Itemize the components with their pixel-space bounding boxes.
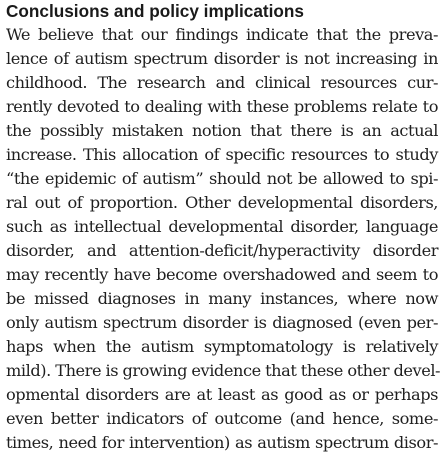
paragraph-line: even better indicators of outcome (and hence, some- — [6, 409, 438, 428]
document-page — [6, 0, 441, 455]
paragraph-line: We believe that our findings indicate that the preva- — [6, 25, 438, 44]
paragraph-line: disorder, and attention-deficit/hyperactivity disorder — [6, 241, 438, 260]
paragraph-line: rently devoted to dealing with these problems relate to — [6, 97, 438, 116]
paragraph-line: times, need for intervention) as autism spectrum disor- — [6, 433, 438, 452]
paragraph-line: lence of autism spectrum disorder is not increasing in — [6, 49, 438, 68]
paragraph-line: childhood. The research and clinical resources cur- — [6, 73, 438, 92]
paragraph-line: ral out of proportion. Other developmental disorders, — [6, 193, 438, 212]
paragraph-line: the possibly mistaken notion that there is an actual — [6, 121, 438, 140]
body-paragraph — [6, 23, 441, 455]
paragraph-line: haps when the autism symptomatology is relatively — [6, 337, 438, 356]
section-heading: Conclusions and policy implications — [6, 1, 304, 21]
paragraph-line: be missed diagnoses in many instances, where now — [6, 289, 438, 308]
paragraph-line: increase. This allocation of specific resources to study — [6, 145, 438, 164]
paragraph-line: only autism spectrum disorder is diagnosed (even per- — [6, 313, 438, 332]
paragraph-line: may recently have become overshadowed and seem to — [6, 265, 438, 284]
paragraph-line: “the epidemic of autism” should not be allowed to spi- — [6, 169, 438, 188]
paragraph-line: mild). There is growing evidence that these other devel- — [6, 361, 441, 380]
paragraph-line: such as intellectual developmental disorder, language — [6, 217, 438, 236]
paragraph-line: opmental disorders are at least as good as or perhaps — [6, 385, 438, 404]
